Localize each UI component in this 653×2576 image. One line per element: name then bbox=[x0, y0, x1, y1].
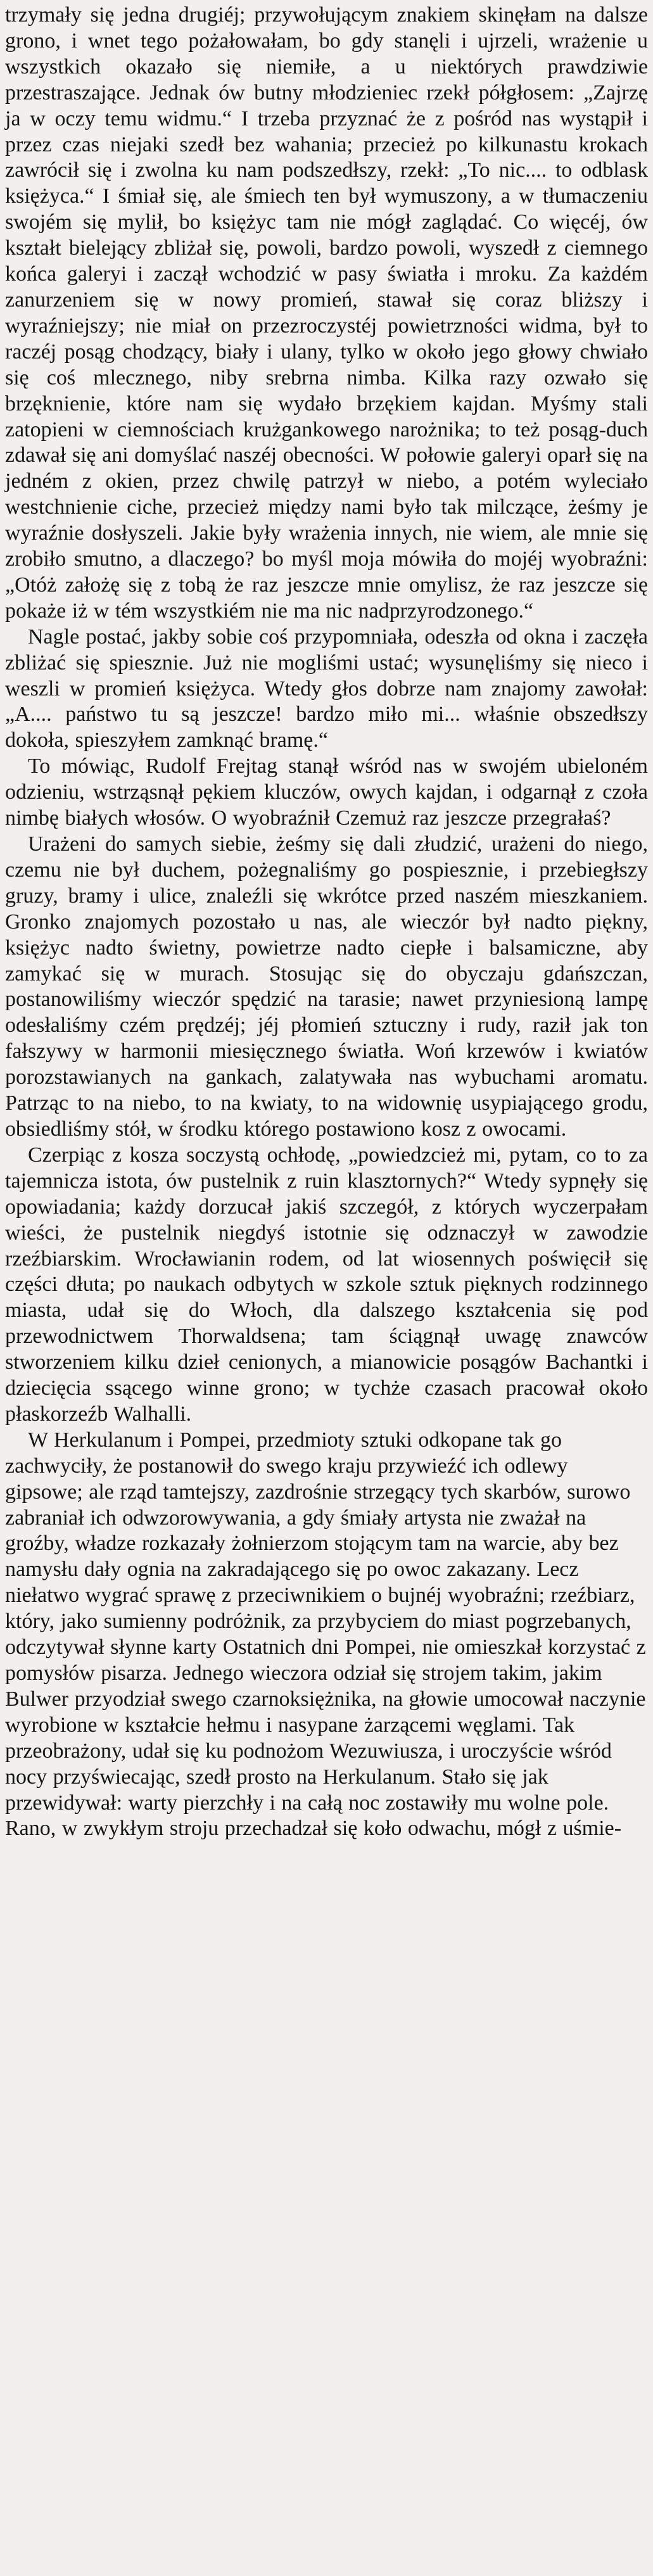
paragraph: trzymały się jedna drugiéj; przywołującym znakiem skinęłam na dalsze grono, i wnet tego pożałowałam, bo gdy stanęli i ujrzeli, wrażenie u wszystkich okazało się niemiłe, a u niektórych prawdziwie przestraszające. Jednak ów butny młodzieniec rzekł półgłosem: „Zajrzę ja w oczy temu widmu.“ I trzeba przyznać że z pośród nas wystąpił i przez czas niejaki szedł bez wahania; przecież po kilkunastu krokach zawrócił się i zwolna ku nam podszedłszy, rzekł: „To nic.... to odblask księżyca.“ I śmiał się, ale śmiech ten był wymuszony, a w tłumaczeniu swojém się mylił, bo księżyc tam nie mógł zaglądać. Co więcéj, ów kształt bielejący zbliżał się, powoli, bardzo powoli, wyszedł z ciemnego końca galeryi i zaczął wchodzić w pasy światła i mroku. Za każdém zanurzeniem się w nowy promień, stawał się coraz bliższy i wyraźniejszy; nie miał on przezroczystéj powietrzności widma, był to raczéj posąg chodzący, biały i ulany, tylko w około jego głowy chwiało się coś mlecznego, niby srebrna nimba. Kilka razy ozwało się brzęknienie, które nam się wydało brzękiem kajdan. Myśmy stali zatopieni w ciemnościach krużgankowego narożnika; to też posąg-duch zdawał się ani domyślać naszéj obecności. W połowie galeryi oparł się na jedném z okien, przez chwilę patrzył w niebo, a potém wyleciało westchnienie ciche, przecież między nami było tak milczące, żeśmy je wyraźnie dosłyszeli. Jakie były wrażenia innych, nie wiem, ale mnie się zrobiło smutno, a dlaczego? bo myśl moja mówiła do mojéj wyobraźni: „Otóż założę się z tobą że raz jeszcze mnie omylisz, że raz jeszcze się pokaże iż w tém wszystkiém nie ma nic nadprzyrodzonego.“ bbox=[5, 3, 648, 623]
paragraph: W Herkulanum i Pompei, przedmioty sztuki odkopane tak go zachwyciły, że postanowił do swego kraju przywieźć ich odlewy gipsowe; ale rząd tamtejszy, zazdrośnie strzegący tych skarbów, surowo zabraniał ich odwzorowywania, a gdy śmiały artysta nie zważał na groźby, władze rozkazały żołnierzom stojącym tam na warcie, aby bez namysłu dały ognia na zakradającego się po owoc zakazany. Lecz niełatwo wygrać sprawę z przeciwnikiem o bujnéj wyobraźni; rzeźbiarz, który, jako sumienny podróżnik, za przybyciem do miast pogrzebanych, odczytywał słynne karty Ostatnich dni Pompei, nie omieszkał korzystać z pomysłów pisarza. Jednego wieczora odział się strojem takim, jakim Bulwer przyodział swego czarnoksiężnika, na głowie umocował naczynie wyrobione w kształcie hełmu i nasypane żarzącemi węglami. Tak przeobrażony, udał się ku podnożom Wezuwiusza, i uroczyście wśród nocy przyświecając, szedł prosto na Herkulanum. Stało się jak przewidywał: warty pierzchły i na całą noc zostawiły mu wolne pole. Rano, w zwykłym stroju przechadzał się koło odwachu, mógł z uśmie- bbox=[5, 1428, 646, 1841]
paragraph: Nagle postać, jakby sobie coś przypomniała, odeszła od okna i zaczęła zbliżać się spiesznie. Już nie mogliśmi ustać; wysunęliśmy się nieco i weszli w promień księżyca. Wtedy głos dobrze nam znajomy zawołał: „A.... państwo tu są jeszcze! bardzo miło mi... właśnie obszedłszy dokoła, spieszyłem zamknąć bramę.“ bbox=[5, 625, 648, 752]
paragraph: Urażeni do samych siebie, żeśmy się dali złudzić, urażeni do niego, czemu nie był duchem, pożegnaliśmy go pospiesznie, i przebiegłszy gruzy, bramy i ulice, znaleźli się wkrótce przed naszém mieszkaniem. Gronko znajomych pozostało u nas, ale wieczór był nadto piękny, księżyc nadto świetny, powietrze nadto ciepłe i balsamiczne, aby zamykać się w murach. Stosując się do obyczaju gdańszczan, postanowiliśmy wieczór spędzić na tarasie; nawet przyniesioną lampę odesłaliśmy czém prędzéj; jéj płomień sztuczny i rudy, raził jak ton fałszywy w harmonii miesięcznego światła. Woń krzewów i kwiatów porozstawianych na gankach, zalatywała nas wybuchami aromatu. Patrząc to na niebo, to na kwiaty, to na widownię usypiającego grodu, obsiedliśmy stół, w środku którego postawiono kosz z owocami. bbox=[5, 832, 648, 1141]
paragraph: Czerpiąc z kosza soczystą ochłodę, „powiedzcież mi, pytam, co to za tajemnicza istota, ów pustelnik z ruin klasztornych?“ Wtedy sypnęły się opowiadania; każdy dorzucał jakiś szczegół, z których wyczerpałam wieści, że pustelnik niegdyś istotnie się odznaczył w zawodzie rzeźbiarskim. Wrocławianin rodem, od lat wiosennych poświęcił się części dłuta; po naukach odbytych w szkole sztuk pięknych rodzinnego miasta, udał się do Włoch, dla dalszego kształcenia się pod przewodnictwem Thorwaldsena; tam ściągnął uwagę znawców stworzeniem kilku dzieł cenionych, a mianowicie posągów Bachantki i dziecięcia ssącego winne grono; w tychże czasach pracował około płaskorzeźb Walhalli. bbox=[5, 1143, 648, 1426]
paragraph: To mówiąc, Rudolf Frejtag stanął wśród nas w swojém ubieloném odzieniu, wstrząsnął pękiem kluczów, owych kajdan, i odgarnął z czoła nimbę białych włosów. O wyobraźnił Czemuż raz jeszcze przegrałaś? bbox=[5, 754, 648, 830]
text-column bbox=[5, 3, 648, 1842]
